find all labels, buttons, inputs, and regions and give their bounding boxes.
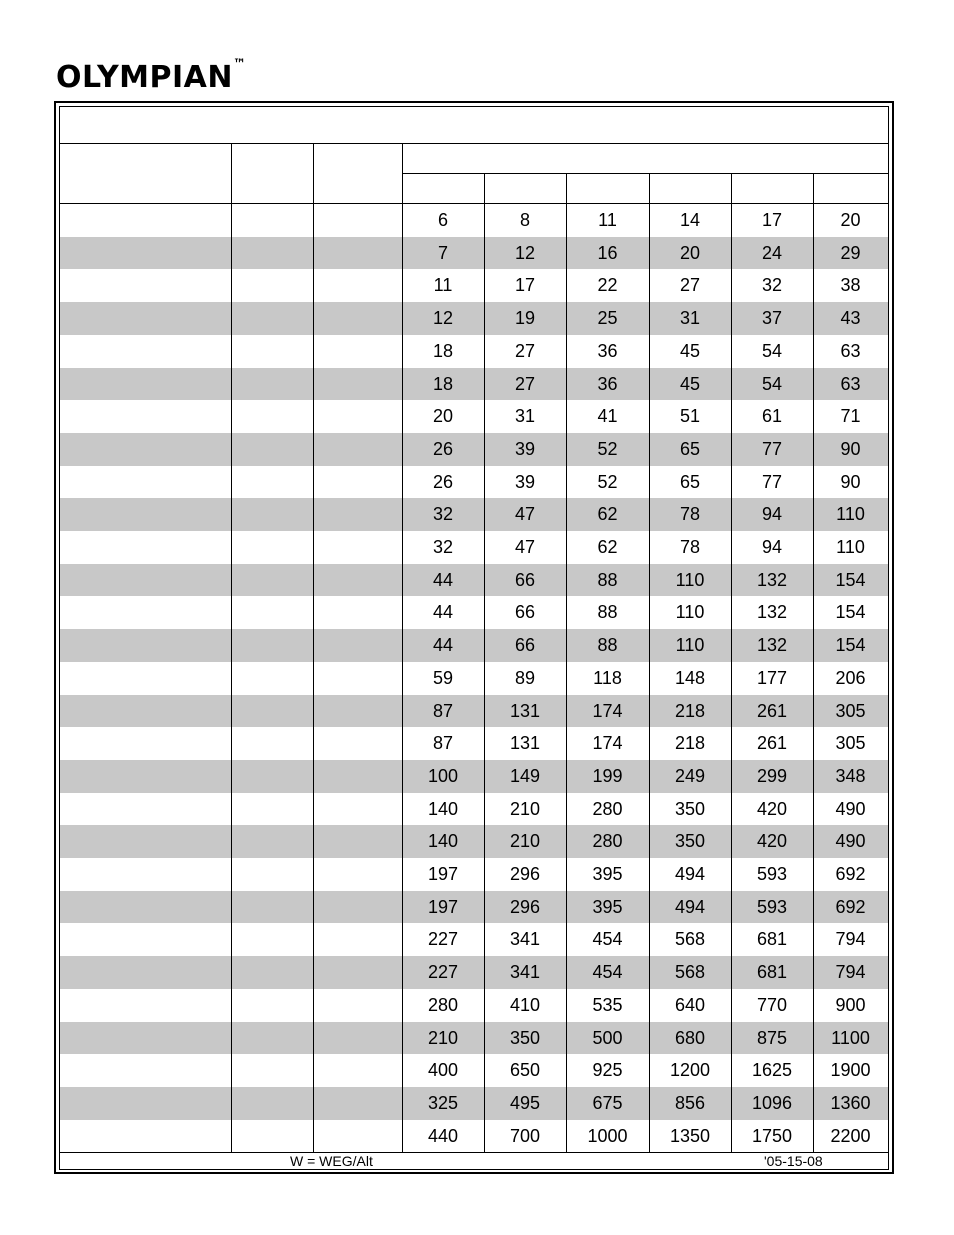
table-cell: 692: [835, 864, 866, 884]
table-cell: 110: [836, 504, 865, 525]
table-cell: 1000: [587, 1125, 628, 1146]
table-cell: 39: [514, 471, 536, 492]
table-cell: 88: [597, 569, 618, 590]
table-row: [60, 368, 888, 401]
table-cell: 305: [835, 700, 866, 721]
table-cell: 227: [427, 962, 459, 983]
table-cell: 681: [756, 962, 788, 983]
table-cell: 77: [761, 471, 783, 492]
table-cell: 227: [427, 929, 459, 950]
table-cell: 32: [432, 504, 454, 525]
table-cell: 420: [756, 831, 788, 852]
table-cell: 66: [514, 602, 536, 623]
footer-legend: W = WEG/Alt: [290, 1153, 373, 1169]
table-cell: 218: [674, 733, 706, 754]
table-cell: 154: [835, 602, 866, 623]
table-cell: 59: [432, 667, 454, 688]
table-cell: 63: [840, 373, 861, 394]
table-cell: 348: [835, 765, 866, 786]
grid-line: [60, 143, 888, 144]
table-cell: 280: [592, 831, 623, 852]
table-cell: 395: [592, 864, 623, 884]
brand-name: OLYMPIAN: [56, 60, 233, 95]
table-row: [60, 237, 888, 270]
table-row: [60, 793, 888, 826]
table-cell: 154: [835, 635, 866, 656]
table-cell: 395: [592, 896, 623, 917]
table-cell: 149: [509, 765, 541, 786]
table-cell: 41: [597, 406, 618, 427]
trademark-symbol: ™: [233, 57, 247, 72]
table-cell: 568: [674, 929, 706, 950]
table-cell: 77: [761, 438, 783, 459]
table-cell: 420: [756, 798, 788, 819]
grid-line: [231, 143, 232, 1152]
table-row: [60, 564, 888, 597]
grid-line: [313, 143, 314, 1152]
table-row: [60, 400, 888, 433]
table-cell: 90: [840, 471, 861, 492]
table-cell: 7: [437, 242, 448, 263]
table-cell: 1625: [751, 1060, 793, 1081]
table-cell: 490: [835, 798, 866, 819]
table-row: [60, 662, 888, 695]
table-cell: 52: [597, 438, 618, 459]
table-cell: 20: [840, 210, 861, 230]
table-cell: 1350: [669, 1125, 711, 1146]
table-cell: 18: [432, 373, 454, 394]
table-cell: 118: [593, 667, 622, 688]
table-cell: 154: [835, 569, 866, 590]
table-cell: 132: [756, 602, 788, 623]
table-cell: 675: [592, 1092, 623, 1113]
table-cell: 875: [756, 1027, 788, 1048]
table-row: [60, 923, 888, 956]
table-row: [60, 204, 888, 237]
table-cell: 63: [840, 340, 861, 361]
table-cell: 11: [598, 210, 617, 230]
table-cell: 100: [427, 765, 459, 786]
table-row: [60, 989, 888, 1022]
table-cell: 174: [592, 733, 623, 754]
table-cell: 280: [592, 798, 623, 819]
table-cell: 78: [679, 537, 701, 557]
table-cell: 47: [514, 504, 536, 525]
table-cell: 140: [427, 798, 459, 819]
table-cell: 88: [597, 602, 618, 623]
table-cell: 27: [514, 373, 536, 394]
table-cell: 36: [597, 373, 618, 394]
table-outer-frame: [54, 101, 894, 1174]
table-cell: 495: [509, 1092, 541, 1113]
table-cell: 132: [756, 635, 788, 656]
table-cell: 535: [592, 994, 623, 1015]
table-cell: 794: [835, 962, 866, 983]
table-row: [60, 956, 888, 989]
table-row: [60, 825, 888, 858]
data-table: [59, 106, 889, 1170]
table-cell: 681: [756, 929, 788, 950]
table-cell: 29: [840, 242, 861, 263]
table-cell: 90: [840, 438, 861, 459]
table-cell: 325: [427, 1092, 459, 1113]
table-cell: 47: [514, 537, 536, 557]
table-cell: 350: [674, 798, 706, 819]
table-cell: 490: [835, 831, 866, 852]
table-cell: 78: [679, 504, 701, 525]
grid-line: [402, 143, 403, 1152]
footer-date: '05-15-08: [764, 1153, 823, 1169]
table-cell: 32: [761, 275, 783, 296]
table-cell: 66: [514, 569, 536, 590]
table-row: [60, 1022, 888, 1055]
table-row: [60, 891, 888, 924]
table-cell: 62: [597, 537, 618, 557]
table-cell: 88: [597, 635, 618, 656]
grid-line: [60, 203, 888, 204]
table-row: [60, 1054, 888, 1087]
table-row: [60, 335, 888, 368]
grid-line: [649, 173, 650, 1152]
table-cell: 94: [761, 537, 783, 557]
table-cell: 341: [509, 962, 541, 983]
grid-line: [566, 173, 567, 1152]
table-cell: 794: [835, 929, 866, 950]
table-cell: 44: [432, 569, 454, 590]
table-cell: 261: [756, 733, 788, 754]
table-cell: 25: [597, 308, 618, 329]
table-row: [60, 727, 888, 760]
table-cell: 37: [761, 308, 783, 329]
table-cell: 89: [514, 667, 536, 688]
table-cell: 17: [761, 210, 783, 230]
table-cell: 131: [509, 700, 541, 721]
table-row: [60, 269, 888, 302]
table-cell: 500: [592, 1027, 623, 1048]
table-cell: 177: [756, 667, 788, 688]
table-cell: 494: [674, 896, 706, 917]
table-row: [60, 531, 888, 564]
table-cell: 1200: [669, 1060, 711, 1081]
table-row: [60, 629, 888, 662]
table-cell: 65: [679, 438, 701, 459]
table-cell: 45: [679, 340, 701, 361]
table-cell: 51: [679, 406, 701, 427]
table-cell: 1360: [830, 1092, 871, 1113]
table-cell: 299: [756, 765, 788, 786]
table-cell: 454: [592, 962, 623, 983]
table-cell: 27: [514, 340, 536, 361]
table-cell: 1750: [751, 1125, 793, 1146]
table-cell: 1100: [831, 1027, 870, 1048]
table-cell: 32: [432, 537, 454, 557]
table-cell: 341: [509, 929, 541, 950]
table-cell: 52: [597, 471, 618, 492]
table-cell: 20: [432, 406, 454, 427]
table-cell: 18: [432, 340, 454, 361]
table-cell: 43: [840, 308, 861, 329]
table-cell: 1900: [830, 1060, 871, 1081]
table-cell: 16: [597, 242, 618, 263]
table-cell: 261: [756, 700, 788, 721]
grid-line: [484, 173, 485, 1152]
table-cell: 24: [761, 242, 783, 263]
table-cell: 54: [761, 373, 783, 394]
table-cell: 38: [840, 275, 861, 296]
table-cell: 26: [432, 471, 454, 492]
table-cell: 174: [592, 700, 623, 721]
table-cell: 593: [756, 896, 788, 917]
table-cell: 700: [509, 1125, 541, 1146]
table-row: [60, 1087, 888, 1120]
table-row: [60, 596, 888, 629]
table-cell: 110: [675, 569, 705, 590]
table-cell: 94: [761, 504, 783, 525]
table-cell: 110: [675, 635, 705, 656]
grid-line: [813, 173, 814, 1152]
table-row: [60, 466, 888, 499]
table-cell: 6: [437, 210, 448, 230]
table-cell: 199: [592, 765, 623, 786]
table-cell: 65: [679, 471, 701, 492]
table-cell: 218: [674, 700, 706, 721]
grid-line: [402, 173, 888, 174]
table-cell: 110: [836, 537, 865, 557]
table-cell: 140: [427, 831, 459, 852]
table-cell: 197: [427, 864, 459, 884]
table-cell: 410: [509, 994, 541, 1015]
table-cell: 2200: [830, 1125, 871, 1146]
table-cell: 148: [674, 667, 706, 688]
table-cell: 11: [433, 275, 453, 296]
table-cell: 87: [432, 733, 454, 754]
table-cell: 36: [597, 340, 618, 361]
table-cell: 454: [592, 929, 623, 950]
table-cell: 26: [432, 438, 454, 459]
table-cell: 8: [519, 210, 530, 230]
table-cell: 17: [514, 275, 536, 296]
table-cell: 62: [597, 504, 618, 525]
table-cell: 197: [427, 896, 459, 917]
table-cell: 44: [432, 635, 454, 656]
table-cell: 19: [514, 308, 536, 329]
table-cell: 210: [509, 831, 541, 852]
table-cell: 132: [756, 569, 788, 590]
table-cell: 296: [509, 864, 541, 884]
table-cell: 31: [514, 406, 536, 427]
table-cell: 39: [514, 438, 536, 459]
table-row: [60, 760, 888, 793]
table-cell: 27: [679, 275, 701, 296]
table-cell: 87: [432, 700, 454, 721]
table-cell: 210: [509, 798, 541, 819]
table-row: [60, 498, 888, 531]
table-cell: 12: [514, 242, 536, 263]
table-cell: 1096: [751, 1092, 793, 1113]
table-row: [60, 858, 888, 891]
table-cell: 400: [427, 1060, 459, 1081]
grid-line: [731, 173, 732, 1152]
table-cell: 110: [675, 602, 705, 623]
table-row: [60, 302, 888, 335]
table-cell: 206: [835, 667, 866, 688]
table-cell: 280: [427, 994, 459, 1015]
table-cell: 12: [432, 308, 454, 329]
table-cell: 131: [509, 733, 541, 754]
table-cell: 593: [756, 864, 788, 884]
table-cell: 900: [835, 994, 866, 1015]
table-row: [60, 1120, 888, 1153]
table-cell: 568: [674, 962, 706, 983]
table-cell: 20: [679, 242, 701, 263]
table-cell: 45: [679, 373, 701, 394]
table-cell: 61: [761, 406, 783, 427]
table-cell: 22: [597, 275, 618, 296]
table-cell: 494: [674, 864, 706, 884]
table-cell: 66: [514, 635, 536, 656]
table-cell: 71: [840, 406, 861, 427]
table-cell: 210: [427, 1027, 459, 1048]
table-cell: 350: [509, 1027, 541, 1048]
table-cell: 680: [674, 1027, 706, 1048]
table-cell: 856: [674, 1092, 706, 1113]
table-cell: 296: [509, 896, 541, 917]
table-cell: 54: [761, 340, 783, 361]
table-cell: 440: [427, 1125, 459, 1146]
olympian-logo: [56, 58, 247, 98]
table-cell: 770: [756, 994, 788, 1015]
table-row: [60, 695, 888, 728]
table-cell: 925: [592, 1060, 623, 1081]
table-cell: 640: [674, 994, 706, 1015]
table-cell: 350: [674, 831, 706, 852]
table-cell: 305: [835, 733, 866, 754]
table-cell: 44: [432, 602, 454, 623]
table-cell: 14: [679, 210, 701, 230]
table-cell: 249: [674, 765, 706, 786]
table-cell: 31: [679, 308, 701, 329]
table-row: [60, 433, 888, 466]
table-cell: 692: [835, 896, 866, 917]
table-cell: 650: [509, 1060, 541, 1081]
